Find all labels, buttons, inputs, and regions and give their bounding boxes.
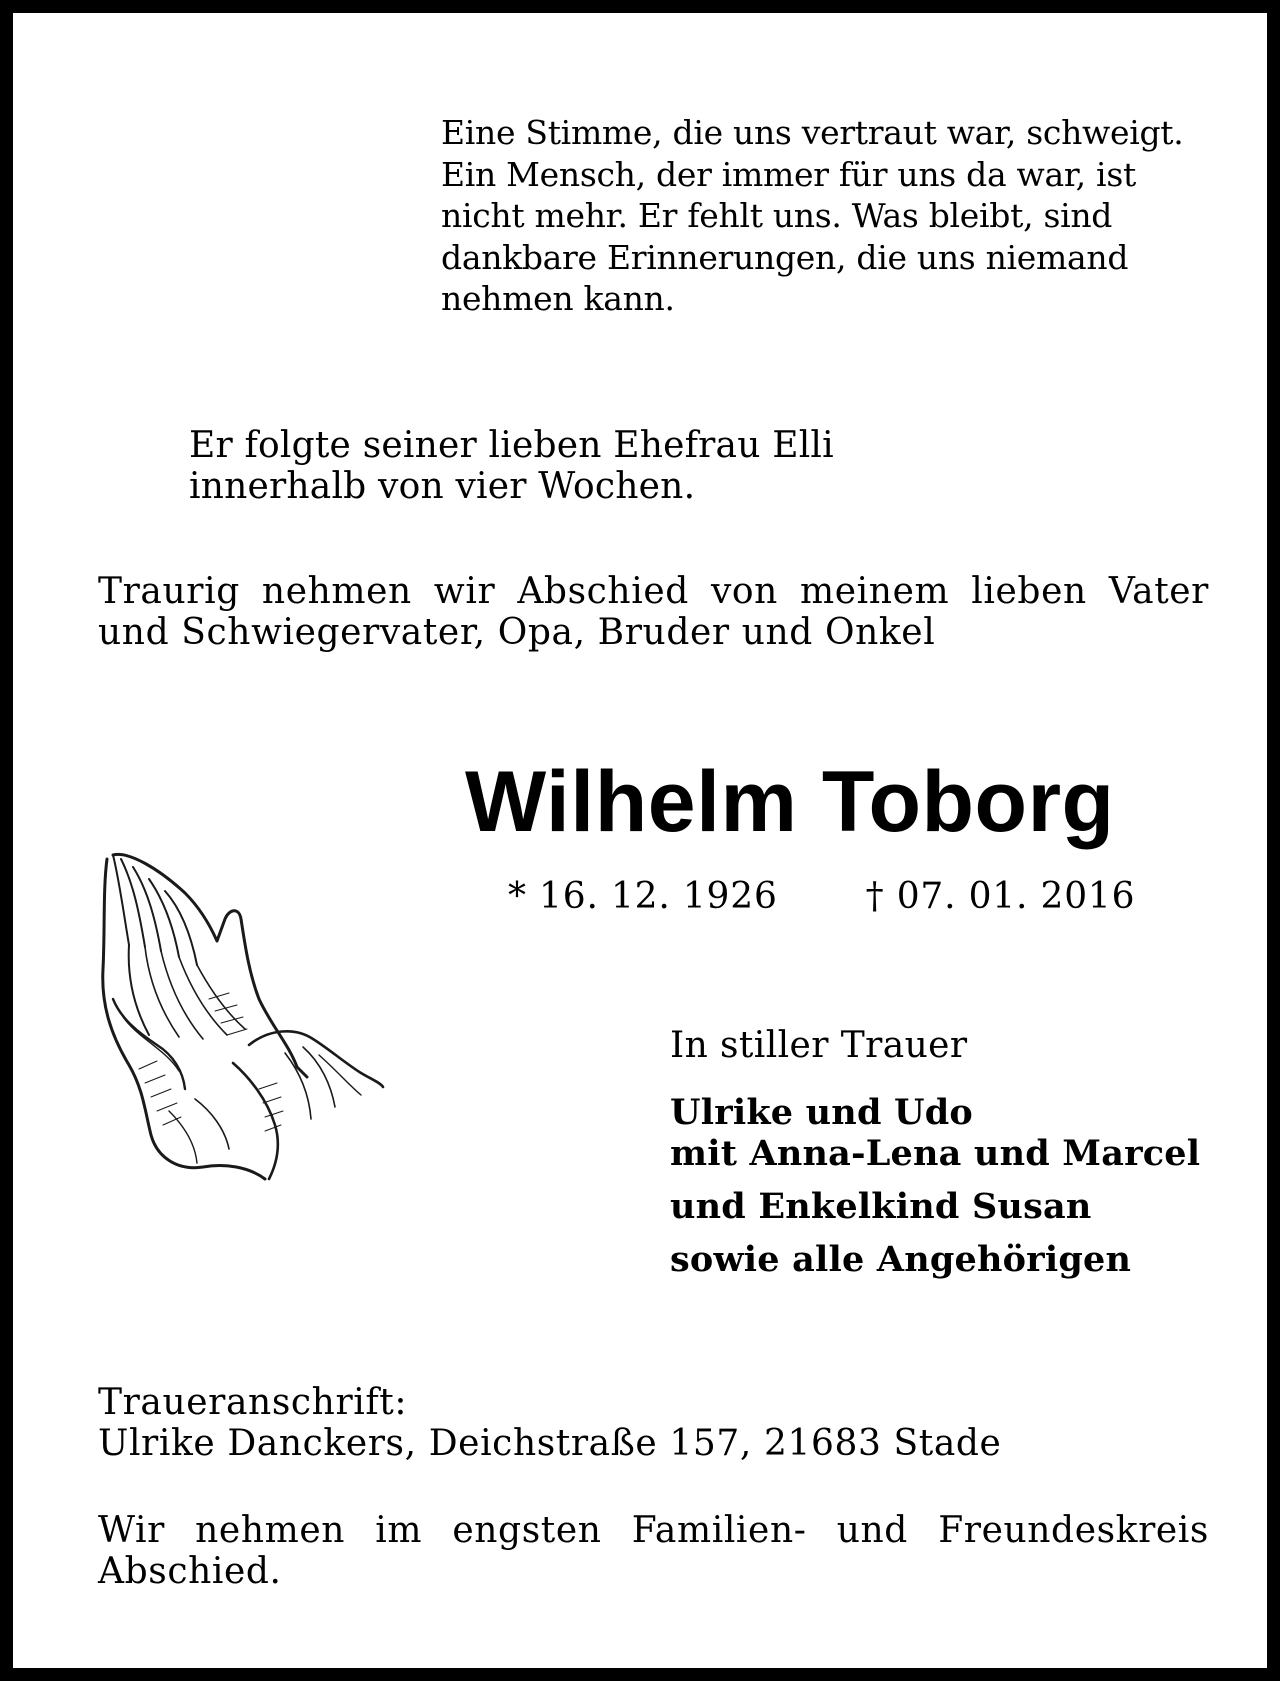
mourner-line: und Enkelkind Susan [670, 1186, 1092, 1227]
address-value: Ulrike Danckers, Deichstraße 157, 21683 Stade [98, 1423, 1002, 1464]
mourners-intro: In stiller Trauer [670, 1025, 968, 1066]
note-line: Er folgte seiner lieben Ehefrau Elli [189, 425, 834, 466]
mourners-list [670, 1086, 1200, 1286]
mourner-line: Ulrike und Udo [670, 1092, 973, 1133]
poem-line: nicht mehr. Er fehlt uns. Was bleibt, sind [441, 196, 1113, 235]
poem-line: Eine Stimme, die uns vertraut war, schweigt. [441, 113, 1184, 152]
birth-date: * 16. 12. 1926 [508, 876, 778, 917]
mourner-line: sowie alle Angehörigen [670, 1239, 1132, 1280]
praying-hands-icon [99, 849, 385, 1187]
mourner-line: mit Anna-Lena und Marcel [670, 1133, 1201, 1174]
deceased-name: Wilhelm Toborg [465, 754, 1115, 850]
poem [441, 112, 1183, 320]
note [189, 425, 834, 507]
poem-line: Ein Mensch, der immer für uns da war, ist [441, 154, 1136, 194]
poem-line: dankbare Erinnerungen, die uns niemand [441, 237, 1129, 277]
mourning-address [98, 1382, 1001, 1464]
death-date: † 07. 01. 2016 [865, 876, 1136, 917]
note-line: innerhalb von vier Wochen. [189, 466, 696, 507]
announcement-text: Traurig nehmen wir Abschied von meinem lieben Vater und Schwiegervater, Opa, Bruder und Onkel [98, 571, 1209, 653]
poem-line: nehmen kann. [441, 279, 675, 318]
farewell-text: Wir nehmen im engsten Familien- und Freundeskreis Abschied. [98, 1510, 1209, 1592]
address-label: Traueranschrift: [98, 1382, 408, 1423]
life-dates [508, 875, 1135, 919]
